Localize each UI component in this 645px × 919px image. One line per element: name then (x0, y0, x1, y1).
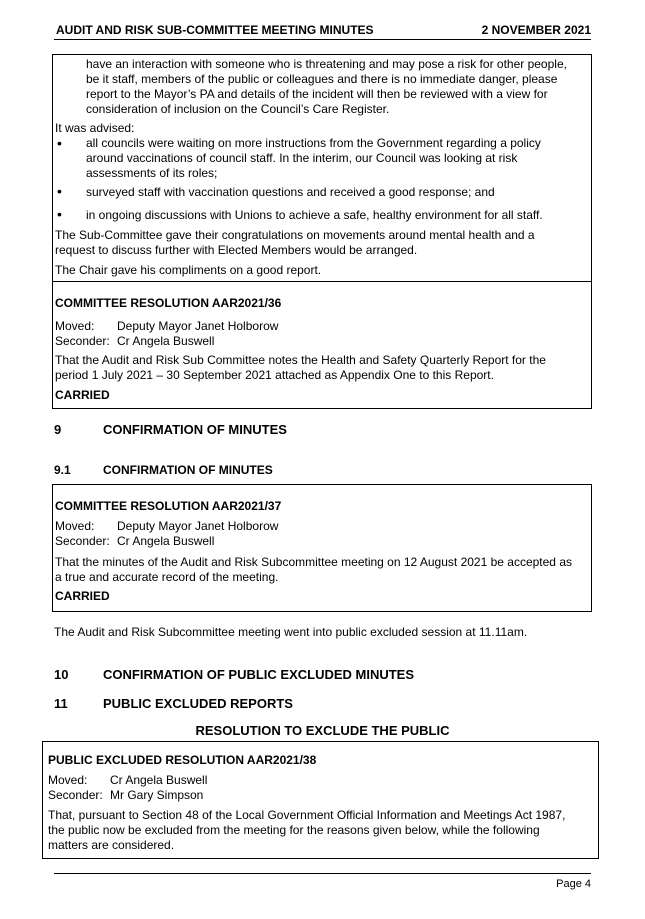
chair-text: The Chair gave his compliments on a good report. (55, 263, 322, 277)
section-10-number: 10 (54, 667, 69, 682)
bullet-icon: • (57, 183, 62, 199)
carried-label: CARRIED (55, 388, 110, 402)
moved-label: Moved: (48, 773, 88, 787)
bullet1-line-2: around vaccinations of council staff. In the interim, our Council was looking at risk (86, 151, 518, 165)
moved-value: Deputy Mayor Janet Holborow (117, 519, 279, 533)
congrats-line-2: request to discuss further with Elected Members would be arranged. (55, 243, 418, 257)
resolution-38-line-1: That, pursuant to Section 48 of the Local Government Official Information and Meetings Act 1987, (48, 808, 566, 822)
discussion-box (52, 54, 592, 282)
seconder-label: Seconder: (48, 788, 103, 802)
moved-label: Moved: (55, 319, 95, 333)
header-date: 2 NOVEMBER 2021 (481, 23, 591, 37)
carried-label: CARRIED (55, 589, 110, 603)
section-9-title: CONFIRMATION OF MINUTES (103, 422, 287, 437)
resolution-37-line-1: That the minutes of the Audit and Risk Subcommittee meeting on 12 August 2021 be accepted as (55, 555, 572, 569)
seconder-value: Cr Angela Buswell (117, 334, 215, 348)
seconder-value: Cr Angela Buswell (117, 534, 215, 548)
resolution-37-title: COMMITTEE RESOLUTION AAR2021/37 (55, 499, 282, 513)
section-9-1-title: CONFIRMATION OF MINUTES (103, 463, 273, 477)
bullet1-line-1: all councils were waiting on more instructions from the Government regarding a policy (86, 136, 541, 150)
bullet-icon: • (57, 135, 62, 151)
footer-divider (54, 873, 591, 874)
cont-line-3: report to the Mayor’s PA and details of the incident will then be reviewed with a view for (86, 87, 548, 101)
bullet-icon: • (57, 206, 62, 222)
resolution-36-line-1: That the Audit and Risk Sub Committee notes the Health and Safety Quarterly Report for the (55, 353, 546, 367)
resolution-36-box (52, 281, 592, 409)
cont-line-4: consideration of inclusion on the Council’s Care Register. (86, 102, 390, 116)
resolution-38-line-3: matters are considered. (48, 838, 175, 852)
resolution-38-box (42, 741, 599, 859)
section-9-1-number: 9.1 (54, 463, 71, 477)
resolution-37-box (52, 484, 592, 612)
page-number: Page 4 (556, 878, 591, 890)
resolution-36-title: COMMITTEE RESOLUTION AAR2021/36 (55, 296, 282, 310)
page-header (54, 22, 591, 40)
resolution-37-line-2: a true and accurate record of the meeting. (55, 570, 279, 584)
resolution-36-line-2: period 1 July 2021 – 30 September 2021 attached as Appendix One to this Report. (55, 368, 494, 382)
bullet1-line-3: assessments of its roles; (86, 166, 218, 180)
section-11-number: 11 (54, 696, 68, 711)
bullet2-text: surveyed staff with vaccination questions and received a good response; and (86, 185, 495, 199)
bullet3-text: in ongoing discussions with Unions to achieve a safe, healthy environment for all staff. (86, 208, 543, 222)
resolution-38-title: PUBLIC EXCLUDED RESOLUTION AAR2021/38 (48, 753, 317, 767)
moved-value: Deputy Mayor Janet Holborow (117, 319, 279, 333)
public-session-note: The Audit and Risk Subcommittee meeting went into public excluded session at 11.11am. (54, 625, 528, 639)
seconder-label: Seconder: (55, 334, 110, 348)
header-title: AUDIT AND RISK SUB-COMMITTEE MEETING MINUTES (56, 23, 374, 37)
seconder-value: Mr Gary Simpson (110, 788, 204, 802)
seconder-label: Seconder: (55, 534, 110, 548)
cont-line-1: have an interaction with someone who is threatening and may pose a risk for other people, (86, 57, 567, 71)
resolution-38-line-2: the public now be excluded from the meeting for the reasons given below, while the following (48, 823, 540, 837)
cont-line-2: be it staff, members of the public or colleagues and there is no immediate danger, please (86, 72, 558, 86)
section-9-number: 9 (54, 422, 62, 437)
exclude-public-heading: RESOLUTION TO EXCLUDE THE PUBLIC (195, 723, 450, 738)
moved-label: Moved: (55, 519, 95, 533)
moved-value: Cr Angela Buswell (110, 773, 208, 787)
advised-text: It was advised: (55, 121, 135, 135)
section-10-title: CONFIRMATION OF PUBLIC EXCLUDED MINUTES (103, 667, 415, 682)
section-11-title: PUBLIC EXCLUDED REPORTS (103, 696, 293, 711)
congrats-line-1: The Sub-Committee gave their congratulations on movements around mental health and a (55, 228, 535, 242)
